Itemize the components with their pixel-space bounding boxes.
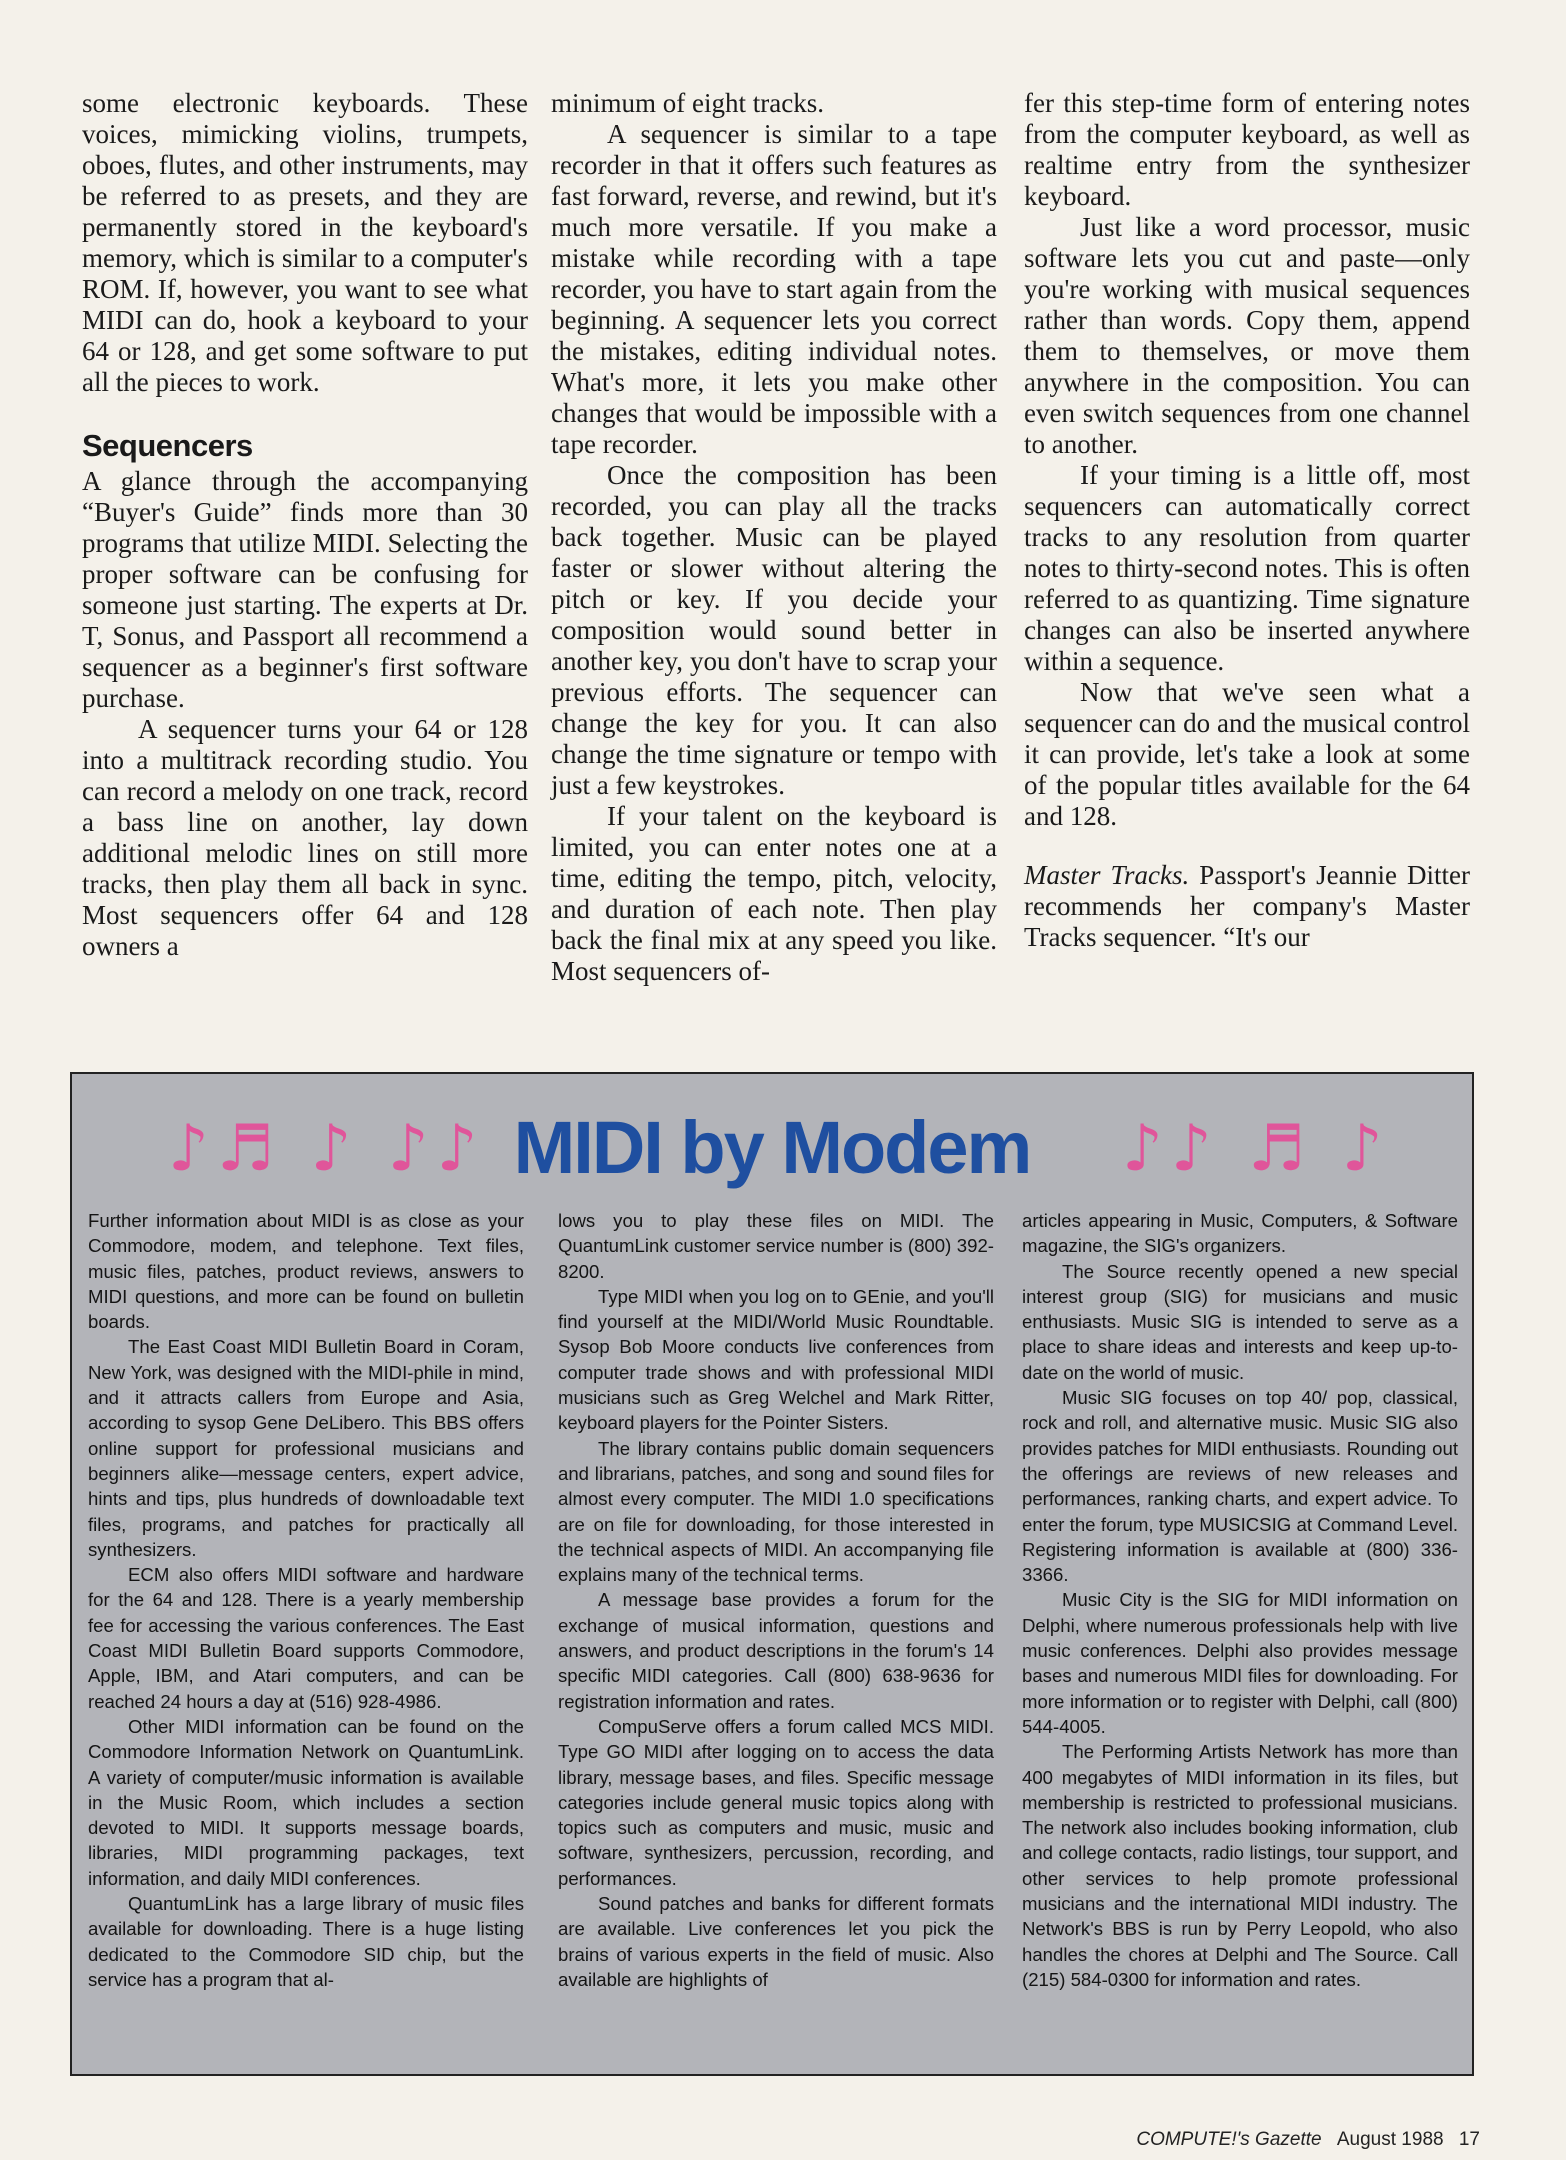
run-in-title: Master Tracks. [1024,860,1190,890]
section-heading-sequencers: Sequencers [82,428,253,463]
article-column-1 [82,88,528,962]
music-notes-icon: ♪♬ ♪ ♪♪ [168,1112,486,1186]
sidebar-midi-by-modem [70,1072,1474,2076]
paragraph: lows you to play these files on MIDI. The QuantumLink customer service number is (800) 392-8200. [558,1210,994,1282]
paragraph: minimum of eight tracks. [551,88,824,118]
paragraph: some electronic keyboards. These voices, mimicking violins, trumpets, oboes, flutes, and other instruments, may be referred to as presets, and they are permanently stored in the keyboard's memory, which is similar to a computer's ROM. If, however, you want to see what MIDI can do, hook a keyboard to your 64 or 128, and get some software to put all the pieces to work. [82,88,528,397]
paragraph: ECM also offers MIDI software and hardware for the 64 and 128. There is a yearly membership fee for accessing the various conferences. The East Coast MIDI Bulletin Board supports Commodore, Apple, IBM, and Atari computers, and can be reached 24 hours a day at (516) 928-4986. [88,1564,524,1712]
paragraph-text: Passport's Jeannie Ditter recommends her company's Master Tracks sequencer. “It's our [1024,860,1470,952]
paragraph: fer this step-time form of entering notes from the computer keyboard, as well as realtime entry from the synthesizer keyboard. [1024,88,1470,211]
sidebar-column-2 [558,1208,994,1992]
paragraph: If your talent on the keyboard is limited, you can enter notes one at a time, editing the tempo, pitch, velocity, and duration of each note. Then play back the final mix at any speed you like. Most sequencers of- [551,801,997,986]
paragraph: Type MIDI when you log on to GEnie, and you'll find yourself at the MIDI/World Music Roundtable. Sysop Bob Moore conducts live conferences from computer trade shows and with professional MIDI musicians such as Greg Welchel and Mark Ritter, keyboard players for the Pointer Sisters. [558,1285,994,1434]
article-column-3 [1024,88,1470,953]
paragraph: A glance through the accompanying “Buyer's Guide” finds more than 30 programs that utilize MIDI. Selecting the proper software can be confusing for someone just starting. The experts at Dr. T, Sonus, and Passport all recommend a sequencer as a beginner's first software purchase. [82,466,528,713]
paragraph: Music SIG focuses on top 40/ pop, classical, rock and roll, and alternative music. Music SIG also provides patches for MIDI enthusiasts. Rounding out the offerings are reviews of new releases and performances, ranking charts, and expert advice. To enter the forum, type MUSICSIG at Command Level. Registering information is available at (800) 336-3366. [1022,1387,1458,1586]
spacer [1024,832,1470,860]
paragraph: Music City is the SIG for MIDI information on Delphi, where numerous professionals help with live music conferences. Delphi also provides message bases and numerous MIDI files for downloading. For more information or to register with Delphi, call (800) 544-4005. [1022,1589,1458,1737]
paragraph: A message base provides a forum for the exchange of musical information, questions and answers, and product descriptions in the forum's 14 specific MIDI categories. Call (800) 638-9636 for registration information and rates. [558,1589,994,1712]
paragraph: QuantumLink has a large library of music files available for downloading. There is a huge listing dedicated to the Commodore SID chip, but the service has a program that al- [88,1893,524,1990]
magazine-name: COMPUTE!'s Gazette [1136,2129,1322,2150]
paragraph-master-tracks [1024,860,1470,953]
sidebar-column-1 [88,1208,524,1992]
page-footer [1126,2128,1480,2152]
paragraph: Further information about MIDI is as close as your Commodore, modem, and telephone. Text files, music files, patches, product reviews, answers to MIDI questions, and more can be found on bulletin boards. [88,1210,524,1333]
paragraph: The Source recently opened a new special interest group (SIG) for musicians and music enthusiasts. Music SIG is intended to serve as a place to share ideas and interests and keep up-to-date on the world of music. [1022,1260,1458,1383]
page-number: 17 [1458,2129,1480,2150]
article-column-2 [551,88,997,987]
paragraph: If your timing is a little off, most sequencers can automatically correct tracks to any resolution from quarter notes to thirty-second notes. This is often referred to as quantizing. Time signature changes can also be inserted anywhere within a sequence. [1024,460,1470,676]
paragraph: The East Coast MIDI Bulletin Board in Coram, New York, was designed with the MIDI-phile in mind, and it attracts callers from Europe and Asia, according to sysop Gene DeLibero. This BBS offers online support for professional musicians and beginners alike—message centers, expert advice, hints and tips, plus hundreds of downloadable text files, programs, and patches for practically all synthesizers. [88,1336,524,1560]
paragraph: A sequencer turns your 64 or 128 into a multitrack recording studio. You can record a melody on one track, record a bass line on another, lay down additional melodic lines on still more tracks, then play them all back in sync. Most sequencers offer 64 and 128 owners a [82,714,528,961]
paragraph: Now that we've seen what a sequencer can do and the musical control it can provide, let's take a look at some of the popular titles available for the 64 and 128. [1024,677,1470,831]
sidebar-column-3 [1022,1208,1458,1992]
paragraph: A sequencer is similar to a tape recorder in that it offers such features as fast forward, reverse, and rewind, but it's much more versatile. If you make a mistake while recording with a tape recorder, you have to start again from the beginning. A sequencer lets you correct the mistakes, editing individual notes. What's more, it lets you make other changes that would be impossible with a tape recorder. [551,119,997,459]
sidebar-title: MIDI by Modem [513,1106,1031,1189]
paragraph: The library contains public domain sequencers and librarians, patches, and song and sound files for almost every computer. The MIDI 1.0 specifications are on file for downloading, for those interested in the technical aspects of MIDI. An accompanying file explains many of the technical terms. [558,1437,994,1586]
paragraph: Sound patches and banks for different formats are available. Live conferences let you pick the brains of various experts in the field of music. Also available are highlights of [558,1893,994,1990]
issue-date: August 1988 [1336,2129,1444,2150]
paragraph: The Performing Artists Network has more than 400 megabytes of MIDI information in its files, but membership is restricted to professional musicians. The network also includes booking information, club and college contacts, radio listings, tour support, and other services to help promote professional musicians and the international MIDI industry. The Network's BBS is run by Perry Leopold, who also handles the chores at Delphi and The Source. Call (215) 584-0300 for information and rates. [1022,1741,1458,1990]
paragraph: Just like a word processor, music software lets you cut and paste—only you're working with musical sequences rather than words. Copy them, append them to themselves, or move them anywhere in the composition. You can even switch sequences from one channel to another. [1024,212,1470,459]
paragraph: articles appearing in Music, Computers, & Software magazine, the SIG's organizers. [1022,1210,1458,1257]
paragraph: CompuServe offers a forum called MCS MIDI. Type GO MIDI after logging on to access the data library, message bases, and files. Specific message categories include general music topics along with topics such as computers and music, music and software, synthesizers, percussion, recording, and performances. [558,1715,994,1889]
paragraph: Once the composition has been recorded, you can play all the tracks back together. Music can be played faster or slower without altering the pitch or key. If you decide your composition would sound better in another key, you don't have to scrap your previous efforts. The sequencer can change the key for you. It can also change the time signature or tempo with just a few keystrokes. [551,460,997,800]
paragraph: Other MIDI information can be found on the Commodore Information Network on QuantumLink. A variety of computer/music information is available in the Music Room, which includes a section devoted to MIDI. It supports message boards, libraries, MIDI programming packages, text information, and daily MIDI conferences. [88,1715,524,1889]
music-notes-icon: ♪♪ ♬ ♪ [1122,1112,1391,1186]
